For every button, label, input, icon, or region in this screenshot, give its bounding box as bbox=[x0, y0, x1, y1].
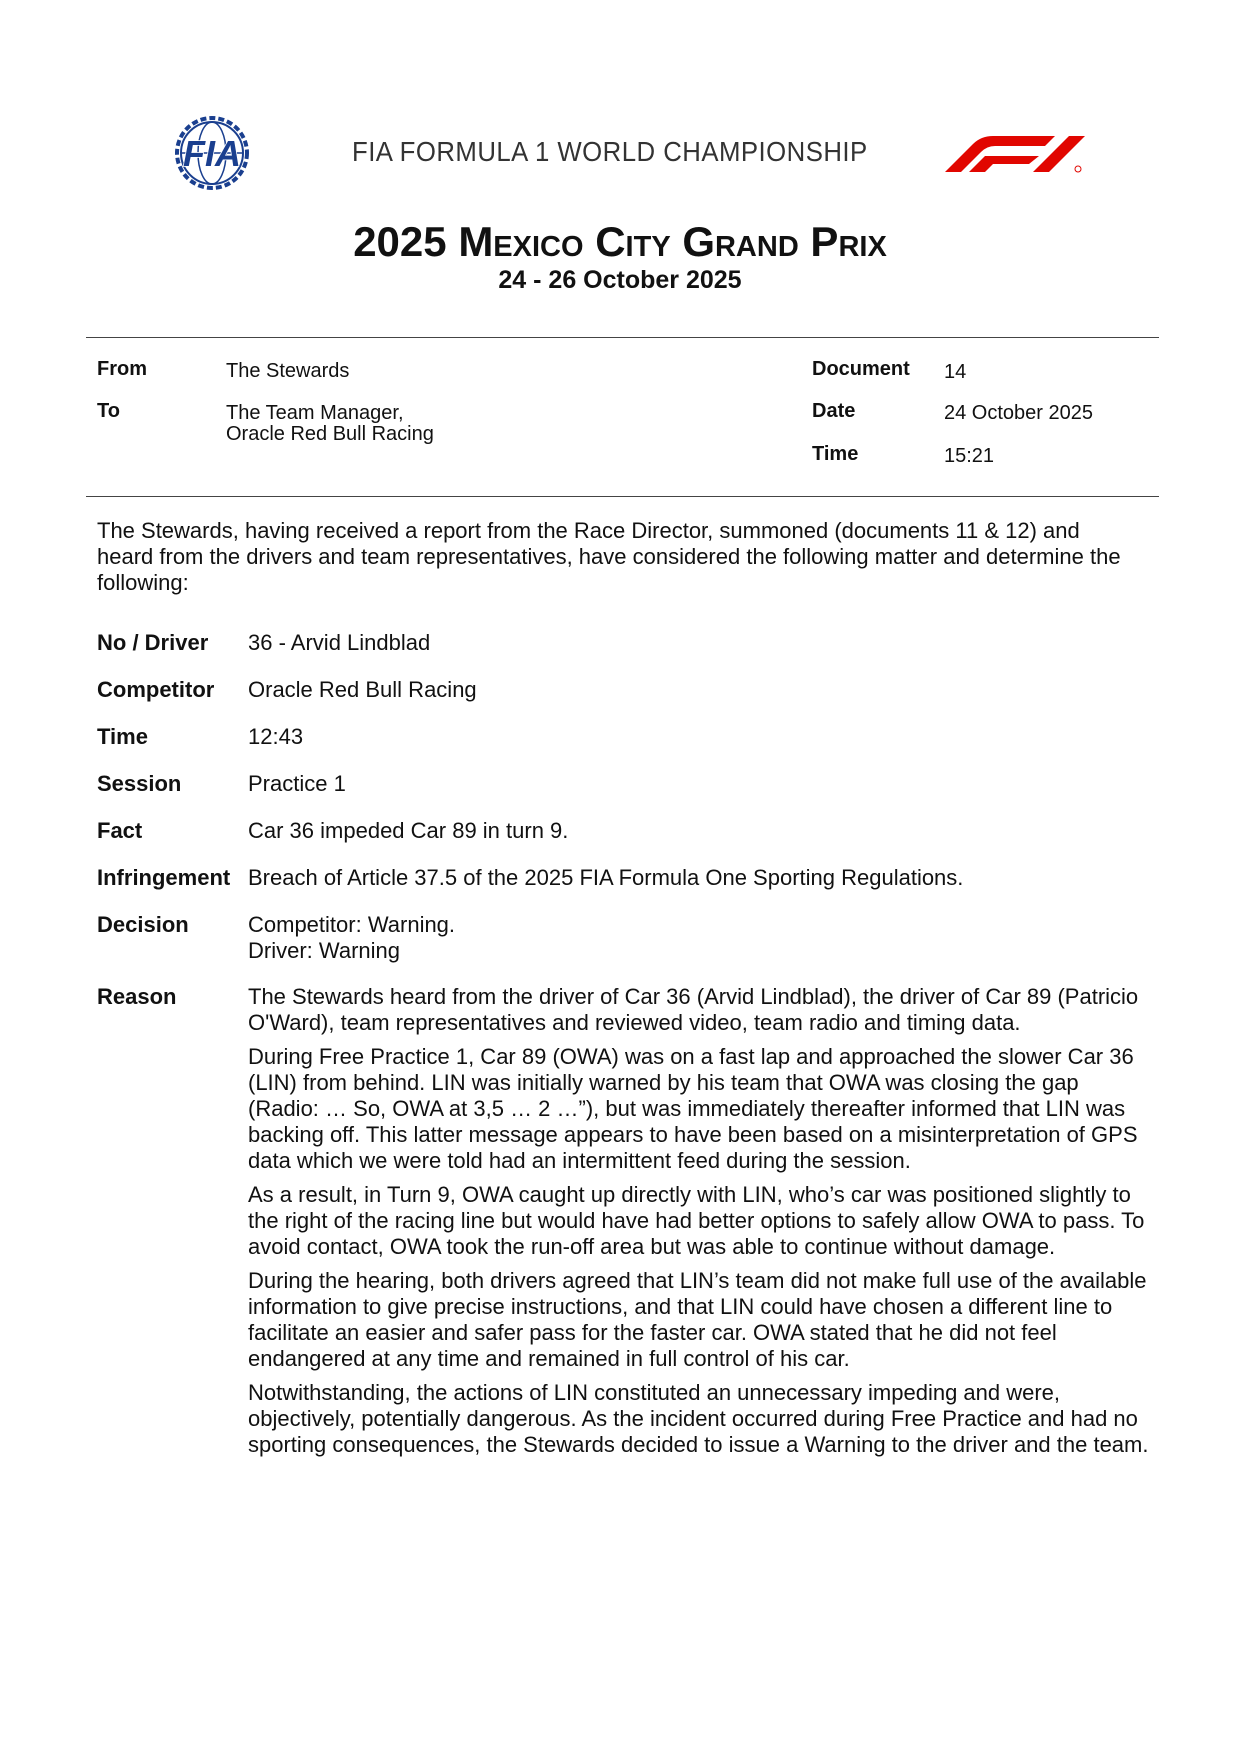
fia-logo-text: FIA bbox=[183, 133, 241, 174]
from-label: From bbox=[97, 358, 147, 380]
decision-label: Decision bbox=[97, 912, 189, 937]
f1-logo bbox=[935, 132, 1085, 174]
date-value: 24 October 2025 bbox=[944, 402, 1093, 424]
event-year: 2025 bbox=[353, 218, 447, 265]
competitor-value: Oracle Red Bull Racing bbox=[248, 677, 477, 702]
fact-value: Car 36 impeded Car 89 in turn 9. bbox=[248, 818, 569, 843]
intro-paragraph: The Stewards, having received a report from the Race Director, summoned (documents 11 & 12) and heard from the drivers and team representatives, have considered the following matter and determine the following: bbox=[97, 518, 1121, 595]
divider-top bbox=[86, 337, 1159, 338]
infringement-label: Infringement bbox=[97, 865, 231, 890]
reason-body bbox=[248, 984, 1153, 1466]
fact-label: Fact bbox=[97, 818, 143, 843]
time-field-value: 12:43 bbox=[248, 724, 304, 749]
time-value: 15:21 bbox=[944, 445, 995, 467]
to-value-line1: The Team Manager, bbox=[226, 402, 404, 424]
to-value-line2: Oracle Red Bull Racing bbox=[226, 423, 434, 445]
competitor-label: Competitor bbox=[97, 677, 215, 702]
fia-logo bbox=[158, 116, 266, 190]
divider-bottom bbox=[86, 496, 1159, 497]
reason-label: Reason bbox=[97, 984, 177, 1009]
event-name: Mexico City Grand Prix bbox=[458, 218, 887, 265]
from-value: The Stewards bbox=[226, 360, 350, 382]
driver-label: No / Driver bbox=[97, 630, 209, 655]
decision-line1: Competitor: Warning. bbox=[248, 912, 456, 937]
to-label: To bbox=[97, 400, 120, 422]
document-value: 14 bbox=[944, 361, 967, 383]
reason-paragraph: During Free Practice 1, Car 89 (OWA) was on a fast lap and approached the slower Car 36 (LIN) from behind. LIN was initially warned by his team that OWA was closing the gap (Radio: … So, OWA at 3,5 … 2 …”), but was immediately thereafter informed that LIN was backing off. This latter message appears to have been based on a misinterpretation of GPS data which we were told had an intermittent feed during the session. bbox=[248, 1044, 1138, 1173]
session-value: Practice 1 bbox=[248, 771, 346, 796]
document-label: Document bbox=[812, 358, 910, 380]
event-dates: 24 - 26 October 2025 bbox=[498, 266, 742, 294]
infringement-value: Breach of Article 37.5 of the 2025 FIA Formula One Sporting Regulations. bbox=[248, 865, 964, 890]
reason-paragraph: As a result, in Turn 9, OWA caught up directly with LIN, who’s car was positioned slightly to the right of the racing line but would have had better options to safely allow OWA to pass. To avoid contact, OWA took the run-off area but was able to continue without damage. bbox=[248, 1182, 1145, 1259]
date-label: Date bbox=[812, 400, 856, 422]
driver-value: 36 - Arvid Lindblad bbox=[248, 630, 431, 655]
time-field-label: Time bbox=[97, 724, 148, 749]
reason-paragraph: During the hearing, both drivers agreed that LIN’s team did not make full use of the available information to give precise instructions, and that LIN could have chosen a different line to facilitate an easier and safer pass for the faster car. OWA stated that he did not feel endangered at any time and remained in full control of his car. bbox=[248, 1268, 1147, 1371]
reason-paragraph: Notwithstanding, the actions of LIN constituted an unnecessary impeding and were, objectively, potentially dangerous. As the incident occurred during Free Practice and had no sporting consequences, the Stewards decided to issue a Warning to the driver and the team. bbox=[248, 1380, 1149, 1457]
decision-line2: Driver: Warning bbox=[248, 938, 400, 963]
session-label: Session bbox=[97, 771, 182, 796]
reason-paragraph: The Stewards heard from the driver of Car 36 (Arvid Lindblad), the driver of Car 89 (Patricio O'Ward), team representatives and reviewed video, team radio and timing data. bbox=[248, 984, 1139, 1035]
championship-title: FIA FORMULA 1 WORLD CHAMPIONSHIP bbox=[352, 136, 868, 167]
event-title bbox=[0, 218, 1240, 266]
time-label: Time bbox=[812, 443, 859, 465]
